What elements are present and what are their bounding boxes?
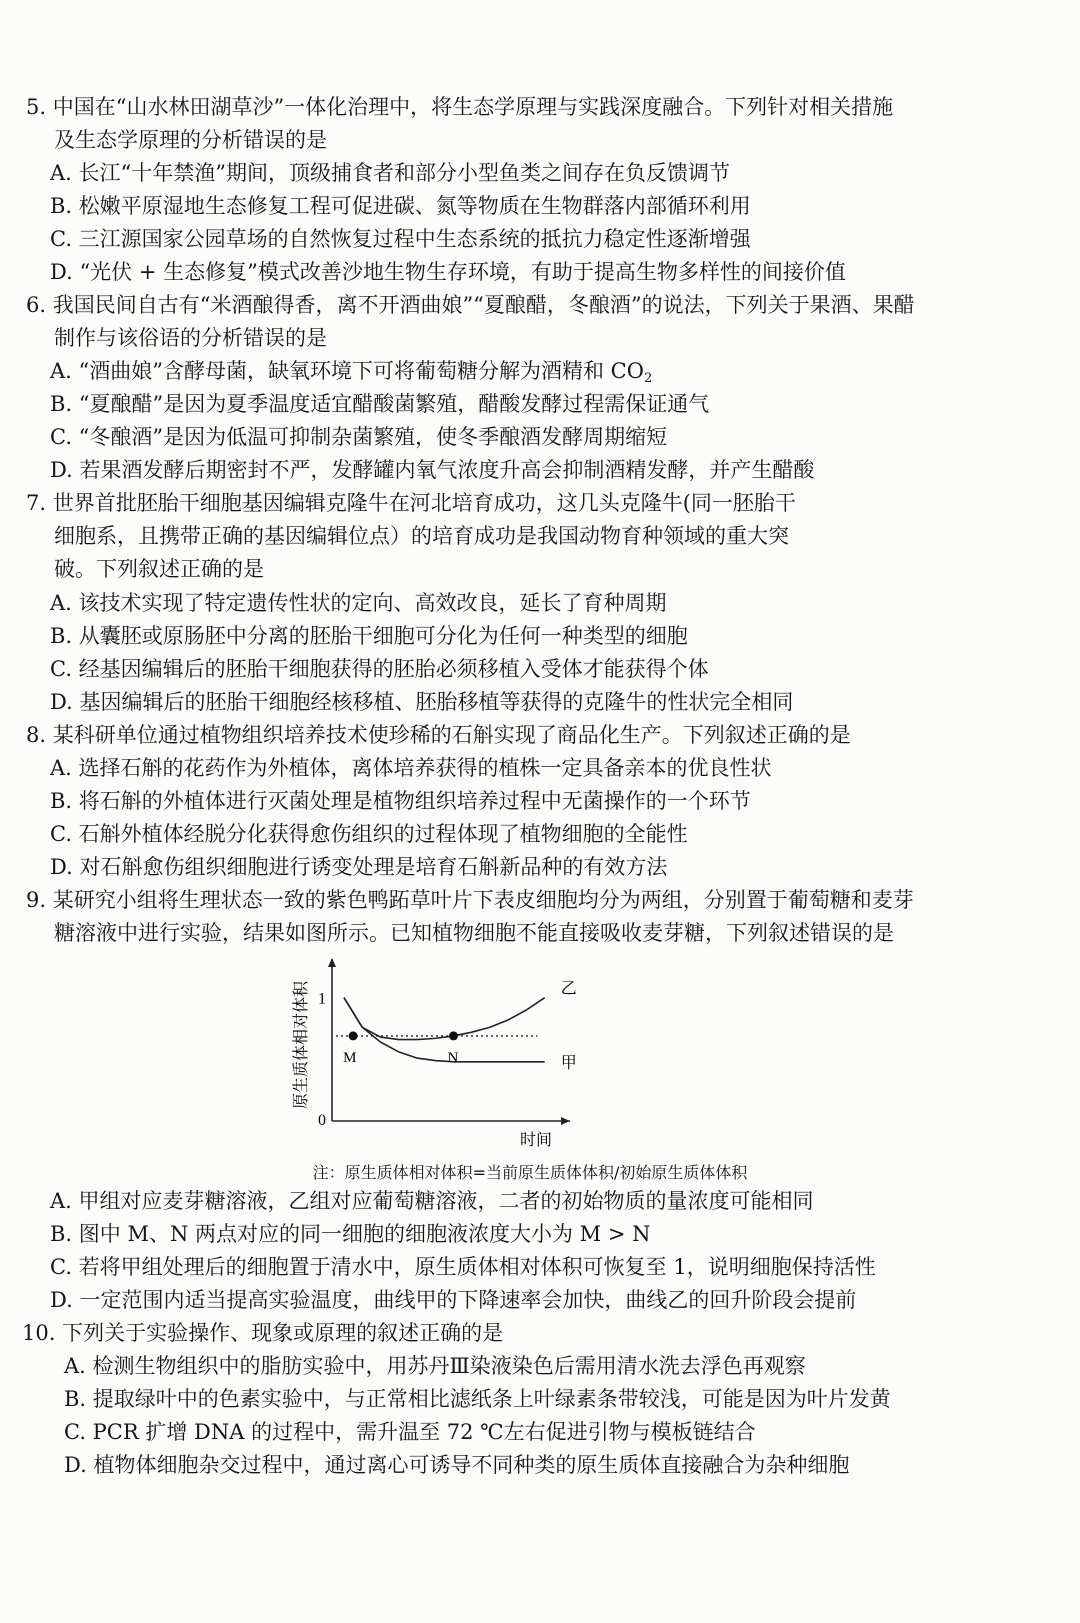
question-9-stem-line1: 9. 某研究小组将生理状态一致的紫色鸭跖草叶片下表皮细胞均分为两组，分别置于葡萄糖和麦芽 <box>26 888 914 912</box>
point-label-m: M <box>343 1049 357 1066</box>
question-6-option-a <box>50 356 652 386</box>
question-7-stem-line2: 细胞系，且携带正确的基因编辑位点）的培育成功是我国动物育种领域的重大突 <box>54 524 789 548</box>
question-8-option-b: B. 将石斛的外植体进行灭菌处理是植物组织培养过程中无菌操作的一个环节 <box>50 789 751 813</box>
y-tick-label-1: 1 <box>318 990 326 1008</box>
x-axis-arrow <box>561 1117 570 1125</box>
question-5-stem-line2: 及生态学原理的分析错误的是 <box>54 128 327 152</box>
co2-subscript: 2 <box>643 371 653 386</box>
y-tick-label-0: 0 <box>318 1112 326 1129</box>
point-label-n: N <box>447 1049 459 1066</box>
question-9-option-c: C. 若将甲组处理后的细胞置于清水中，原生质体相对体积可恢复至 1，说明细胞保持活性 <box>50 1255 876 1279</box>
question-6-option-b: B. “夏酿醋”是因为夏季温度适宜醋酸菌繁殖，醋酸发酵过程需保证通气 <box>50 392 710 416</box>
question-10-option-b: B. 提取绿叶中的色素实验中，与正常相比滤纸条上叶绿素条带较浅，可能是因为叶片发黄 <box>64 1387 891 1411</box>
chart-svg <box>270 955 790 1155</box>
question-6-stem-line2: 制作与该俗语的分析错误的是 <box>54 326 327 350</box>
series-label-jia: 甲 <box>560 1052 577 1072</box>
question-7-stem-line1: 7. 世界首批胚胎干细胞基因编辑克隆牛在河北培育成功，这几头克隆牛(同一胚胎干 <box>26 491 796 515</box>
question-9-option-d: D. 一定范围内适当提高实验温度，曲线甲的下降速率会加快，曲线乙的回升阶段会提前 <box>50 1288 857 1312</box>
question-8-option-c: C. 石斛外植体经脱分化获得愈伤组织的过程体现了植物细胞的全能性 <box>50 822 688 846</box>
y-axis-arrow <box>328 958 336 967</box>
series-line-jia <box>344 998 545 1062</box>
question-6-stem-line1: 6. 我国民间自古有“米酒酿得香，离不开酒曲娘”“夏酿醋，冬酿酒”的说法，下列关于果酒、果醋 <box>26 293 915 317</box>
point-n <box>449 1031 458 1040</box>
question-5-option-a: A. 长江“十年禁渔”期间，顶级捕食者和部分小型鱼类之间存在负反馈调节 <box>50 161 730 185</box>
protoplast-volume-chart <box>270 955 790 1205</box>
question-9-option-b: B. 图中 M、N 两点对应的同一细胞的细胞液浓度大小为 M > N <box>50 1222 651 1246</box>
chart-note: 注：原生质体相对体积=当前原生质体体积/初始原生质体体积 <box>312 1163 748 1182</box>
question-5-option-b: B. 松嫩平原湿地生态修复工程可促进碳、氮等物质在生物群落内部循环利用 <box>50 194 751 218</box>
question-6-option-c: C. “冬酿酒”是因为低温可抑制杂菌繁殖，使冬季酿酒发酵周期缩短 <box>50 425 668 449</box>
question-5-option-d: D. “光伏 + 生态修复”模式改善沙地生物生存环境，有助于提高生物多样性的间接价值 <box>50 260 846 284</box>
point-m <box>349 1031 358 1040</box>
question-9-option-a: A. 甲组对应麦芽糖溶液，乙组对应葡萄糖溶液，二者的初始物质的量浓度可能相同 <box>50 1189 814 1213</box>
question-7-option-c: C. 经基因编辑后的胚胎干细胞获得的胚胎必须移植入受体才能获得个体 <box>50 657 709 681</box>
question-10-option-d: D. 植物体细胞杂交过程中，通过离心可诱导不同种类的原生质体直接融合为杂种细胞 <box>64 1453 850 1477</box>
series-line-yi <box>344 998 545 1040</box>
question-5-option-c: C. 三江源国家公园草场的自然恢复过程中生态系统的抵抗力稳定性逐渐增强 <box>50 227 751 251</box>
y-axis-label: 原生质体相对体积 <box>291 980 310 1109</box>
question-8-stem-line1: 8. 某科研单位通过植物组织培养技术使珍稀的石斛实现了商品化生产。下列叙述正确的是 <box>26 723 851 747</box>
question-7-option-b: B. 从囊胚或原肠胚中分离的胚胎干细胞可分化为任何一种类型的细胞 <box>50 624 688 648</box>
question-8-option-d: D. 对石斛愈伤组织细胞进行诱变处理是培育石斛新品种的有效方法 <box>50 855 668 879</box>
question-7-stem-line3: 破。下列叙述正确的是 <box>54 557 264 581</box>
question-7-option-d: D. 基因编辑后的胚胎干细胞经核移植、胚胎移植等获得的克隆牛的性状完全相同 <box>50 690 794 714</box>
question-10-option-c: C. PCR 扩增 DNA 的过程中，需升温至 72 ℃左右促进引物与模板链结合 <box>64 1420 756 1444</box>
question-9-stem-line2: 糖溶液中进行实验，结果如图所示。已知植物细胞不能直接吸收麦芽糖，下列叙述错误的是 <box>54 921 894 945</box>
question-10-stem-line1: 10. 下列关于实验操作、现象或原理的叙述正确的是 <box>22 1321 504 1345</box>
question-5-stem-line1: 5. 中国在“山水林田湖草沙”一体化治理中，将生态学原理与实践深度融合。下列针对相关措施 <box>26 95 894 119</box>
question-6-option-d: D. 若果酒发酵后期密封不严，发酵罐内氧气浓度升高会抑制酒精发酵，并产生醋酸 <box>50 458 815 482</box>
question-6-option-a-text: A. “酒曲娘”含酵母菌，缺氧环境下可将葡萄糖分解为酒精和 CO <box>50 359 644 383</box>
question-10-option-a: A. 检测生物组织中的脂肪实验中，用苏丹Ⅲ染液染色后需用清水洗去浮色再观察 <box>64 1354 806 1378</box>
question-8-option-a: A. 选择石斛的花药作为外植体，离体培养获得的植株一定具备亲本的优良性状 <box>50 756 772 780</box>
series-label-yi: 乙 <box>560 978 577 998</box>
question-7-option-a: A. 该技术实现了特定遗传性状的定向、高效改良，延长了育种周期 <box>50 591 667 615</box>
x-axis-label: 时间 <box>520 1130 553 1149</box>
